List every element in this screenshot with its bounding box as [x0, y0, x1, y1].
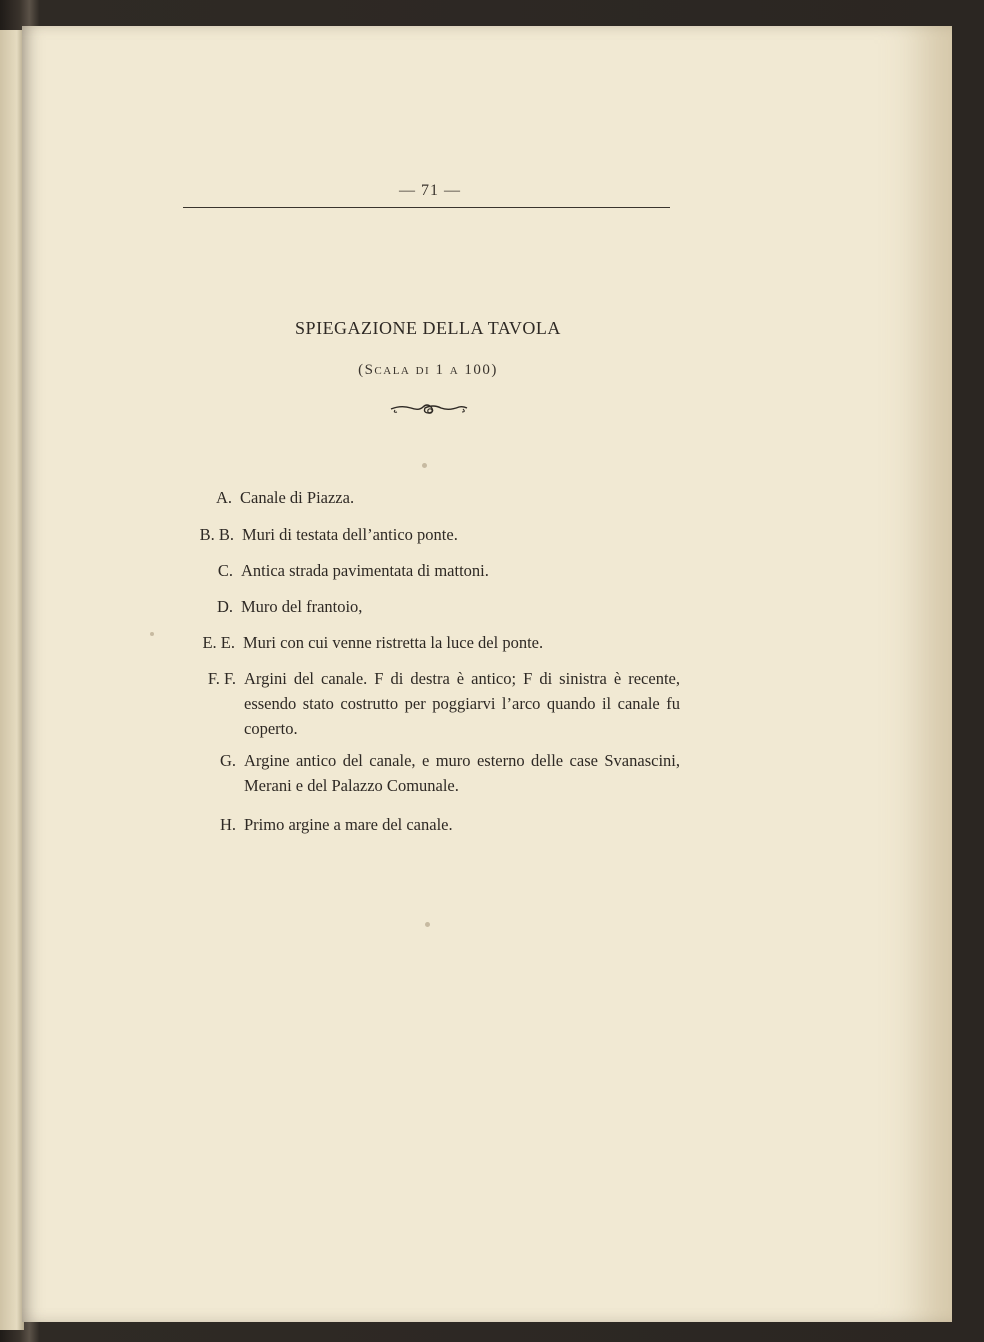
legend-key: A.: [215, 488, 232, 507]
paper-speck: [425, 922, 430, 927]
fleuron-divider-icon: [389, 398, 469, 420]
legend-entry-d: [216, 594, 363, 619]
legend-key: G.: [219, 751, 236, 770]
legend-text: Muro del frantoio,: [241, 597, 363, 616]
paper-speck: [150, 632, 154, 636]
legend-entry-a: [215, 485, 355, 510]
legend-text: Muri di testata dell’antico ponte.: [242, 525, 458, 544]
legend-entry-g: [219, 748, 680, 798]
legend-key: D.: [216, 597, 233, 616]
legend-text: Primo argine a mare del canale.: [244, 815, 453, 834]
page-number: — 71 —: [399, 182, 461, 199]
legend-text: Argine antico del canale, e muro esterno delle case Svanascini, Merani e del Palazzo Comunale.: [244, 751, 680, 795]
legend-key: C.: [217, 561, 233, 580]
page-subtitle: (Scala di 1 a 100): [358, 362, 498, 378]
legend-entry-h: [219, 812, 453, 837]
legend-key: B. B.: [199, 525, 234, 544]
legend-entry-f: [207, 666, 680, 741]
legend-text: Argini del canale. F di destra è antico; F di sinistra è recente, essendo stato costrutto per poggiarvi l’arco quando il canale fu coperto.: [244, 669, 680, 738]
legend-entry-b: [199, 522, 458, 547]
legend-entry-c: [217, 558, 489, 583]
legend-entry-e: [202, 630, 544, 655]
legend-key: E. E.: [202, 633, 235, 652]
legend-key: H.: [219, 815, 236, 834]
legend-text: Antica strada pavimentata di mattoni.: [241, 561, 489, 580]
page-title: SPIEGAZIONE DELLA TAVOLA: [295, 318, 561, 338]
facing-page-edge: [0, 30, 24, 1330]
legend-key: F. F.: [207, 669, 236, 688]
legend-text: Canale di Piazza.: [240, 488, 355, 507]
legend-text: Muri con cui venne ristretta la luce del ponte.: [243, 633, 544, 652]
header-rule: [183, 207, 670, 208]
paper-speck: [422, 463, 427, 468]
